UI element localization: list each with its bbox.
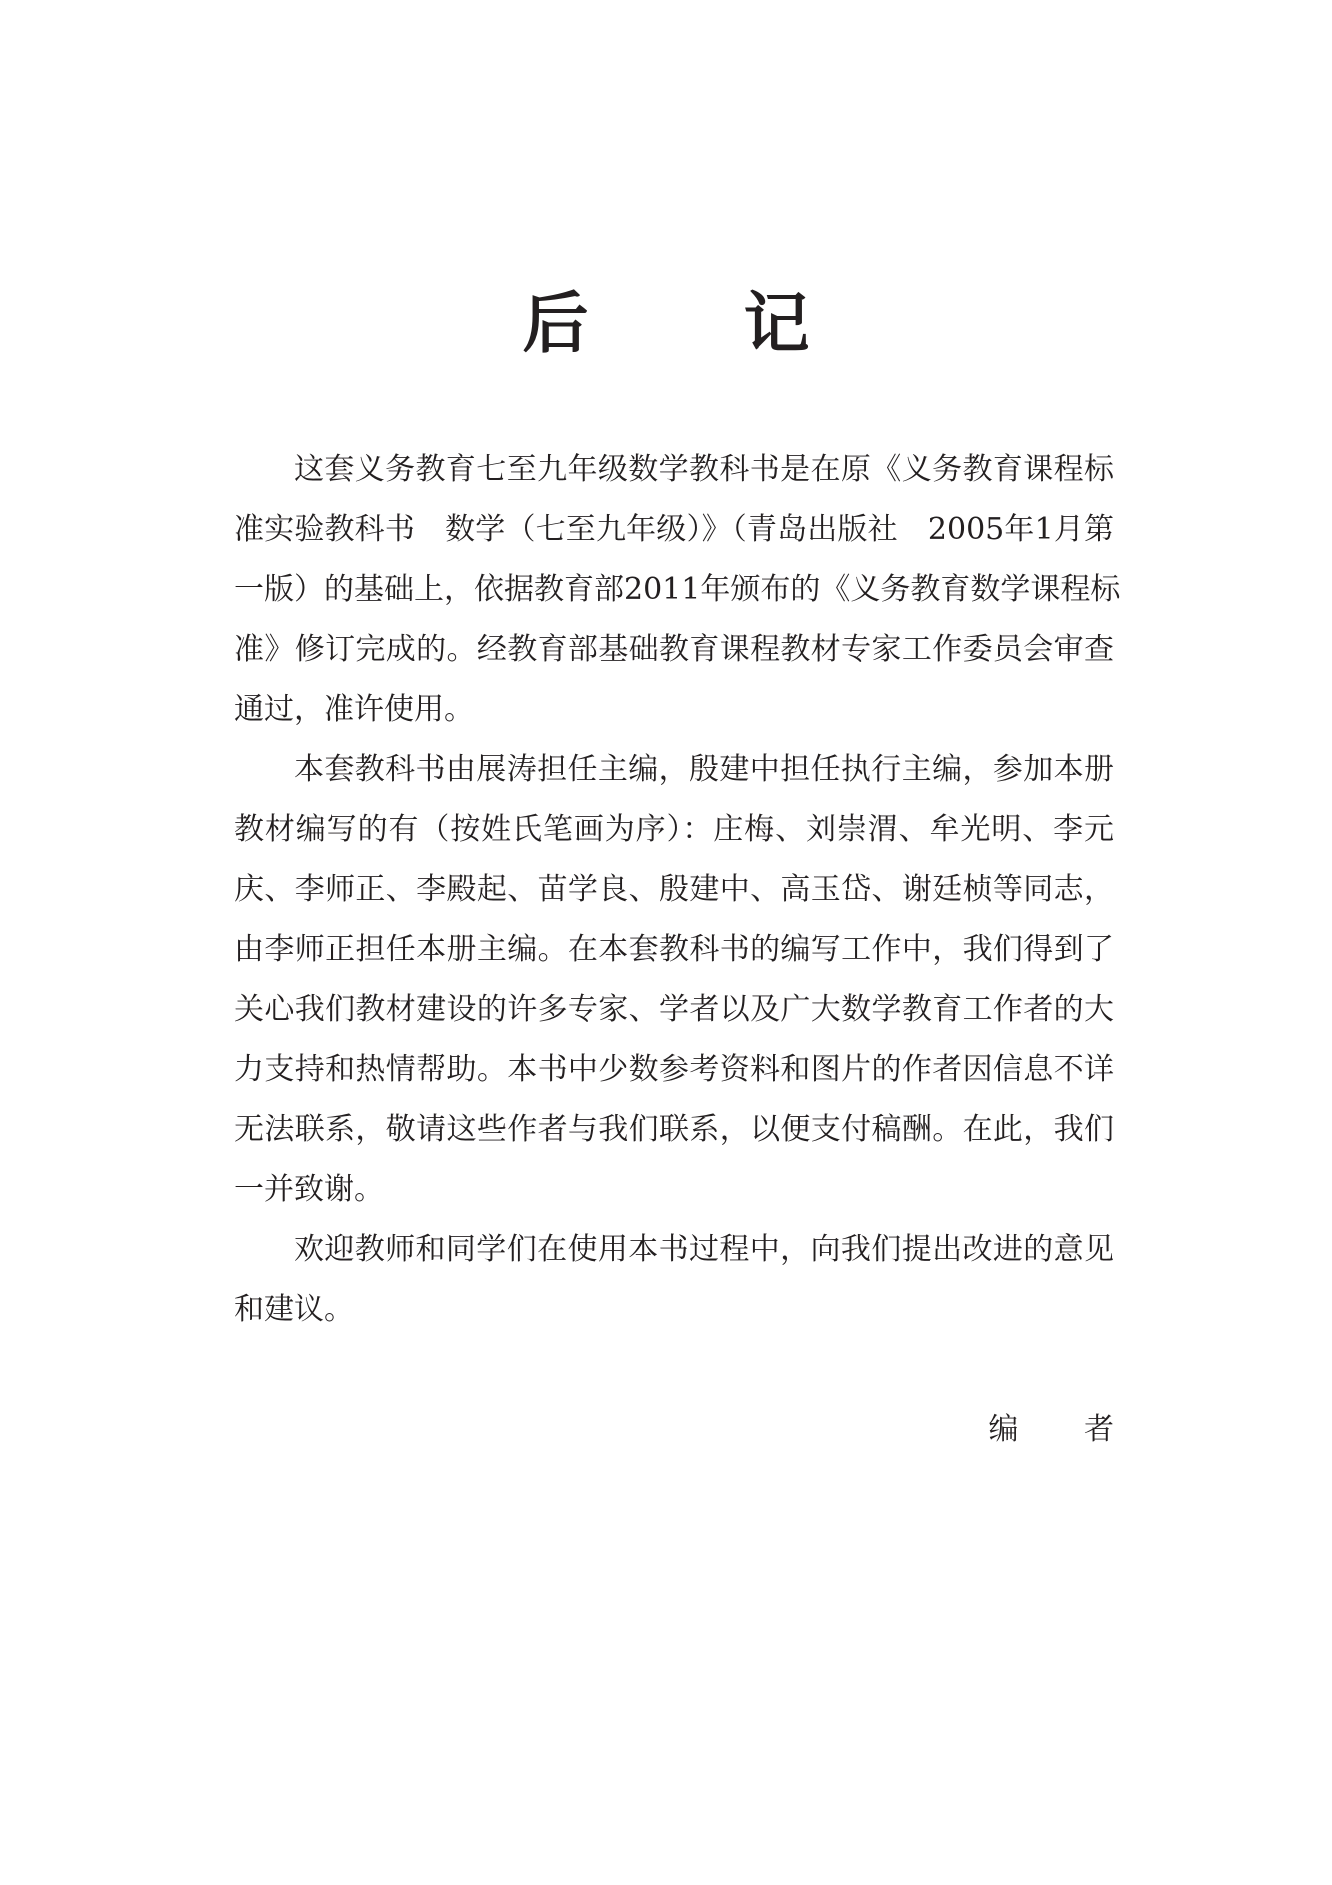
paragraph-line: 准实验教科书 数学（七至九年级）》（青岛出版社 2005年1月第 [234, 512, 1114, 547]
paragraph-line: 关心我们教材建设的许多专家、学者以及广大数学教育工作者的大 [234, 992, 1114, 1027]
paragraph-line: 一版）的基础上，依据教育部2011年颁布的《义务教育数学课程标 [234, 572, 1121, 607]
paragraph-line: 和建议。 [234, 1292, 354, 1327]
paragraph-3 [234, 1220, 1114, 1340]
paragraph-line: 由李师正担任本册主编。在本套教科书的编写工作中，我们得到了 [234, 932, 1114, 967]
paragraph-line: 一并致谢。 [234, 1172, 384, 1207]
paragraph-line: 本套教科书由展涛担任主编，殷建中担任执行主编，参加本册 [294, 752, 1114, 787]
paragraph-line: 庆、李师正、李殿起、苗学良、殷建中、高玉岱、谢廷桢等同志， [234, 872, 1114, 907]
signature [934, 1400, 1142, 1460]
paragraph-line: 欢迎教师和同学们在使用本书过程中，向我们提出改进的意见 [294, 1232, 1114, 1267]
paragraph-1 [234, 440, 1121, 740]
paragraph-line: 教材编写的有（按姓氏笔画为序）：庄梅、刘崇渭、牟光明、李元 [234, 812, 1114, 847]
paragraph-line: 无法联系，敬请这些作者与我们联系，以便支付稿酬。在此，我们 [234, 1112, 1114, 1147]
signature-text: 编 者 [988, 1412, 1142, 1447]
paragraph-line: 力支持和热情帮助。本书中少数参考资料和图片的作者因信息不详 [234, 1052, 1114, 1087]
paragraph-line: 准》修订完成的。经教育部基础教育课程教材专家工作委员会审查 [234, 632, 1114, 667]
paragraph-2 [234, 740, 1114, 1220]
paragraph-line: 这套义务教育七至九年级数学教科书是在原《义务教育课程标 [294, 452, 1114, 487]
paragraph-line: 通过，准许使用。 [234, 692, 474, 727]
page-title: 后 记 [522, 285, 876, 362]
afterword-body [234, 440, 1121, 1340]
